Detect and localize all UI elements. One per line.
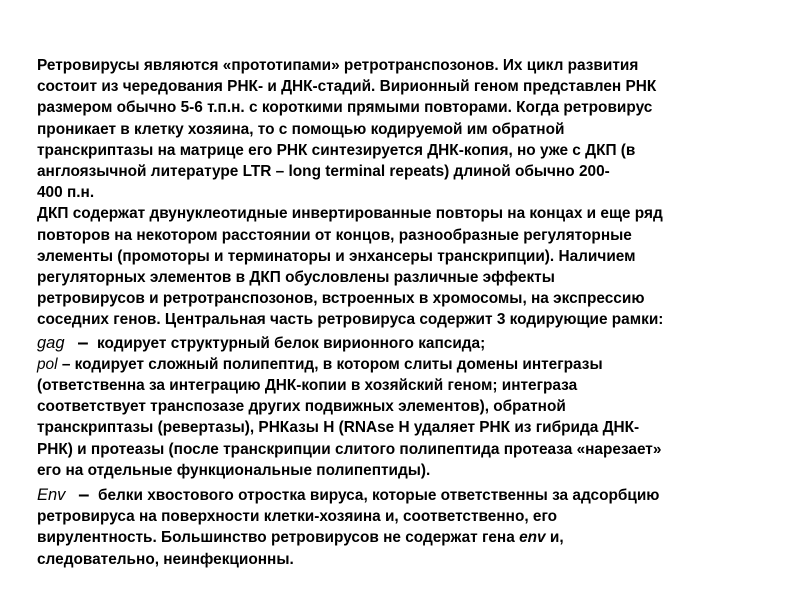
env-line-end: и, bbox=[545, 529, 564, 547]
ltr-line: ДКП содержат двунуклеотидные инвертированные повторы на концах и еще ряд bbox=[37, 205, 663, 223]
intro-line: 400 п.н. bbox=[37, 184, 95, 202]
env-paragraph bbox=[37, 485, 767, 570]
slide-text-body bbox=[37, 55, 767, 570]
pol-first-line: – кодирует сложный полипептид, в котором слиты домены интегразы bbox=[57, 355, 603, 373]
gag-paragraph bbox=[37, 333, 767, 354]
ltr-paragraph bbox=[37, 203, 767, 330]
intro-line: проникает в клетку хозяина, то с помощью кодируемой им обратной bbox=[37, 120, 565, 138]
env-dash: – bbox=[78, 484, 90, 507]
env-gene-term: env bbox=[519, 529, 546, 547]
intro-line: размером обычно 5-6 т.п.н. с короткими прямыми повторами. Когда ретровирус bbox=[37, 99, 653, 117]
env-term: Env bbox=[37, 486, 66, 505]
pol-line: (ответственна за интеграцию ДНК-копии в хозяйский геном; интеграза bbox=[37, 377, 578, 395]
ltr-line: повторов на некотором расстоянии от концов, разнообразные регуляторные bbox=[37, 226, 632, 244]
intro-paragraph bbox=[37, 55, 767, 203]
gag-dash: – bbox=[77, 331, 89, 354]
env-line: вирулентность. Большинство ретровирусов не содержат гена bbox=[37, 529, 520, 547]
pol-line: РНК) и протеазы (после транскрипции слитого полипептида протеаза «нарезает» bbox=[37, 440, 662, 458]
ltr-line: соседних генов. Центральная часть ретровируса содержит 3 кодирующие рамки: bbox=[37, 311, 664, 329]
intro-line: транскриптазы на матрице его РНК синтезируется ДНК-копия, но уже с ДКП (в bbox=[37, 141, 636, 159]
pol-line: его на отдельные функциональные полипептиды). bbox=[37, 461, 431, 479]
gag-description: кодирует структурный белок вирионного капсида; bbox=[97, 334, 486, 352]
pol-line: соответствует транспозазе других подвижных элементов), обратной bbox=[37, 398, 566, 416]
pol-line: транскриптазы (ревертазы), РНКазы Н (RNAse H удаляет РНК из гибрида ДНК- bbox=[37, 419, 640, 437]
env-first-line: белки хвостового отростка вируса, которые ответственны за адсорбцию bbox=[97, 487, 660, 505]
ltr-line: элементы (промоторы и терминаторы и энхансеры транскрипции). Наличием bbox=[37, 247, 636, 265]
ltr-line: ретровирусов и ретротранспозонов, встроенных в хромосомы, на экспрессию bbox=[37, 290, 645, 308]
intro-line: состоит из чередования РНК- и ДНК-стадий. Вирионный геном представлен РНК bbox=[37, 78, 657, 96]
ltr-line: регуляторных элементов в ДКП обусловлены различные эффекты bbox=[37, 269, 555, 287]
intro-line: англоязычной литературе LTR – long terminal repeats) длиной обычно 200- bbox=[37, 163, 610, 181]
intro-line: Ретровирусы являются «прототипами» ретротранспозонов. Их цикл развития bbox=[37, 57, 639, 74]
env-line: следовательно, неинфекционны. bbox=[37, 550, 294, 568]
pol-paragraph bbox=[37, 354, 767, 481]
gag-term: gag bbox=[37, 333, 65, 352]
env-line: ретровируса на поверхности клетки-хозяина и, соответственно, его bbox=[37, 508, 558, 526]
pol-term: pol bbox=[37, 355, 58, 373]
